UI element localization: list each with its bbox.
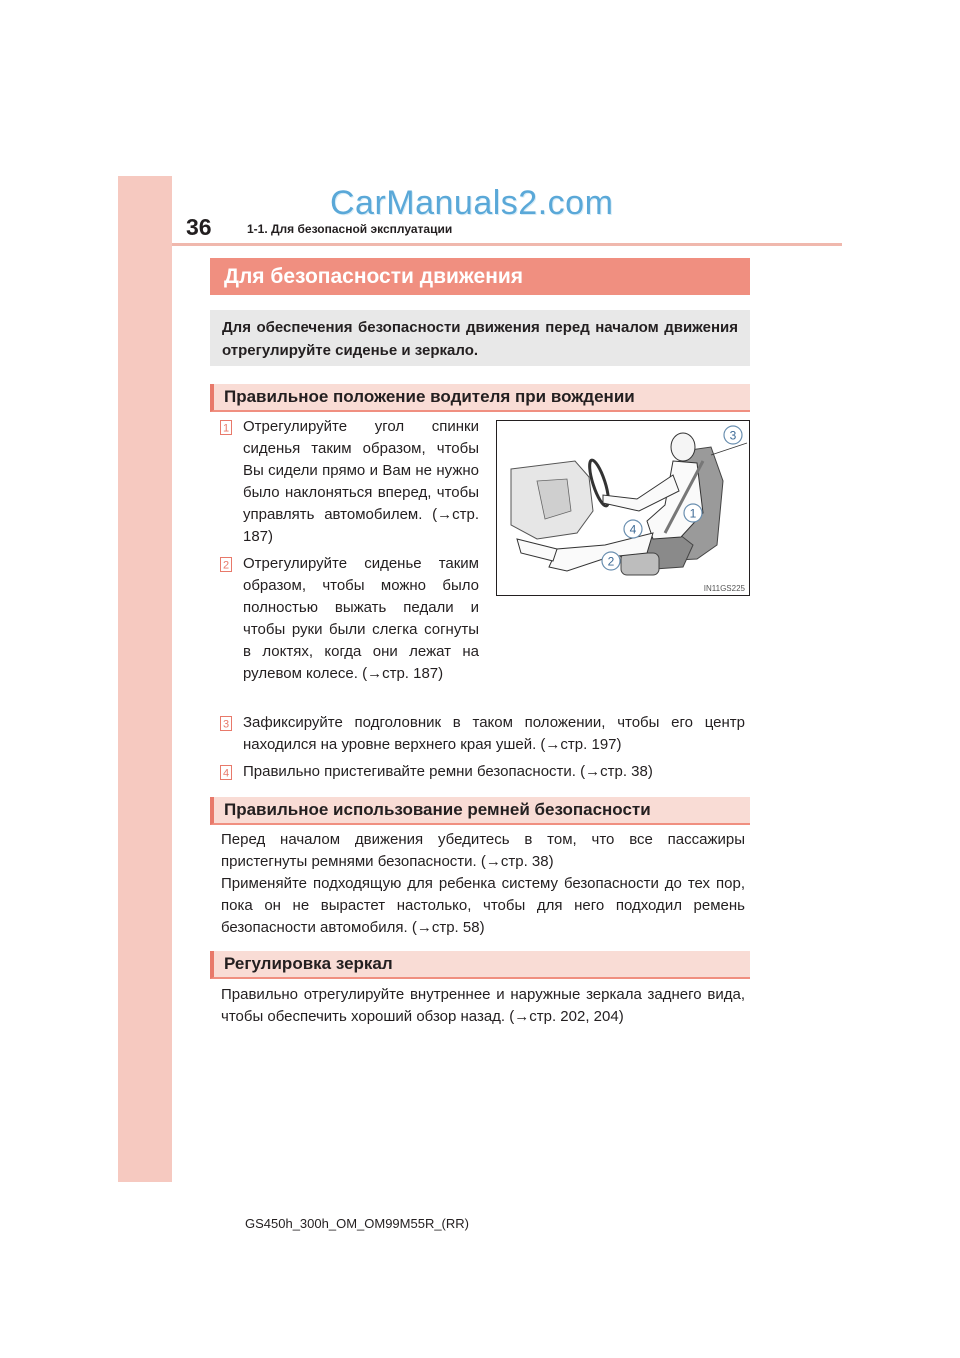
subhead-seatbelts <box>210 797 750 825</box>
subhead-mirrors-text: Регулировка зеркал <box>224 954 393 973</box>
mirrors-paragraph: Правильно отрегулируйте внутреннее и наружные зеркала заднего вида, чтобы обеспечить хороший обзор назад. (→стр. 202, 204) <box>221 986 745 1025</box>
callout-3-icon <box>724 426 742 444</box>
svg-text:1: 1 <box>689 506 697 521</box>
watermark: CarManuals2.com <box>330 184 614 222</box>
driver-seat-illustration <box>496 420 750 596</box>
svg-text:1: 1 <box>222 422 230 435</box>
item-1-text: Отрегулируйте угол спинки сиденья таким образом, чтобы Вы сидели прямо и Вам не нужно было наклоняться вперед, чтобы управлять автомобилем. (→стр. 187) <box>243 418 479 545</box>
item-2-text: Отрегулируйте сиденье таким образом, чтобы можно было полностью выжать педали и чтобы руки были слегка согнуты в локтях, когда они лежат на рулевом колесе. (→стр. 187) <box>243 555 479 682</box>
svg-text:3: 3 <box>222 718 230 731</box>
number-3-icon <box>220 716 232 731</box>
intro-box <box>210 310 750 366</box>
illustration-code: IN11GS225 <box>703 584 745 593</box>
callout-4-icon <box>624 520 642 538</box>
driver-seat-drawing <box>497 421 749 595</box>
side-margin-strip <box>118 176 172 1182</box>
seatbelts-paragraph-2: Применяйте подходящую для ребенка систему безопасности до тех пор, пока он не вырастет настолько, чтобы для него подходил ремень безопасности автомобиля. (→стр. 58) <box>221 875 745 936</box>
svg-text:4: 4 <box>629 522 637 537</box>
header-rule <box>172 243 842 246</box>
svg-text:4: 4 <box>222 767 230 780</box>
subhead-driver-position <box>210 384 750 412</box>
number-2-icon <box>220 557 232 572</box>
subhead-mirrors <box>210 951 750 979</box>
subhead-driver-position-text: Правильное положение водителя при вождении <box>224 387 635 406</box>
intro-text: Для обеспечения безопасности движения перед началом движения отрегулируйте сиденье и зеркало. <box>222 319 738 359</box>
section-label: 1-1. Для безопасной эксплуатации <box>247 222 453 236</box>
footer-doc-code: GS450h_300h_OM_OM99M55R_(RR) <box>245 1216 469 1231</box>
svg-text:2: 2 <box>607 554 615 569</box>
callout-2-icon <box>602 552 620 570</box>
number-4-icon <box>220 765 232 780</box>
number-1-icon <box>220 420 232 435</box>
callout-1-icon <box>684 504 702 522</box>
svg-text:3: 3 <box>729 428 737 443</box>
page-number: 36 <box>186 214 212 240</box>
svg-text:2: 2 <box>222 559 230 572</box>
seatbelts-paragraph-1: Перед началом движения убедитесь в том, что все пассажиры пристегнуты ремнями безопасности. (→стр. 38) <box>221 831 745 870</box>
item-4-text: Правильно пристегивайте ремни безопасности. (→стр. 38) <box>243 763 653 780</box>
page-title <box>210 258 750 295</box>
page-title-text: Для безопасности движения <box>224 264 524 288</box>
item-3-text: Зафиксируйте подголовник в таком положении, чтобы его центр находился на уровне верхнего края ушей. (→стр. 197) <box>243 714 745 753</box>
subhead-seatbelts-text: Правильное использование ремней безопасности <box>224 800 651 819</box>
